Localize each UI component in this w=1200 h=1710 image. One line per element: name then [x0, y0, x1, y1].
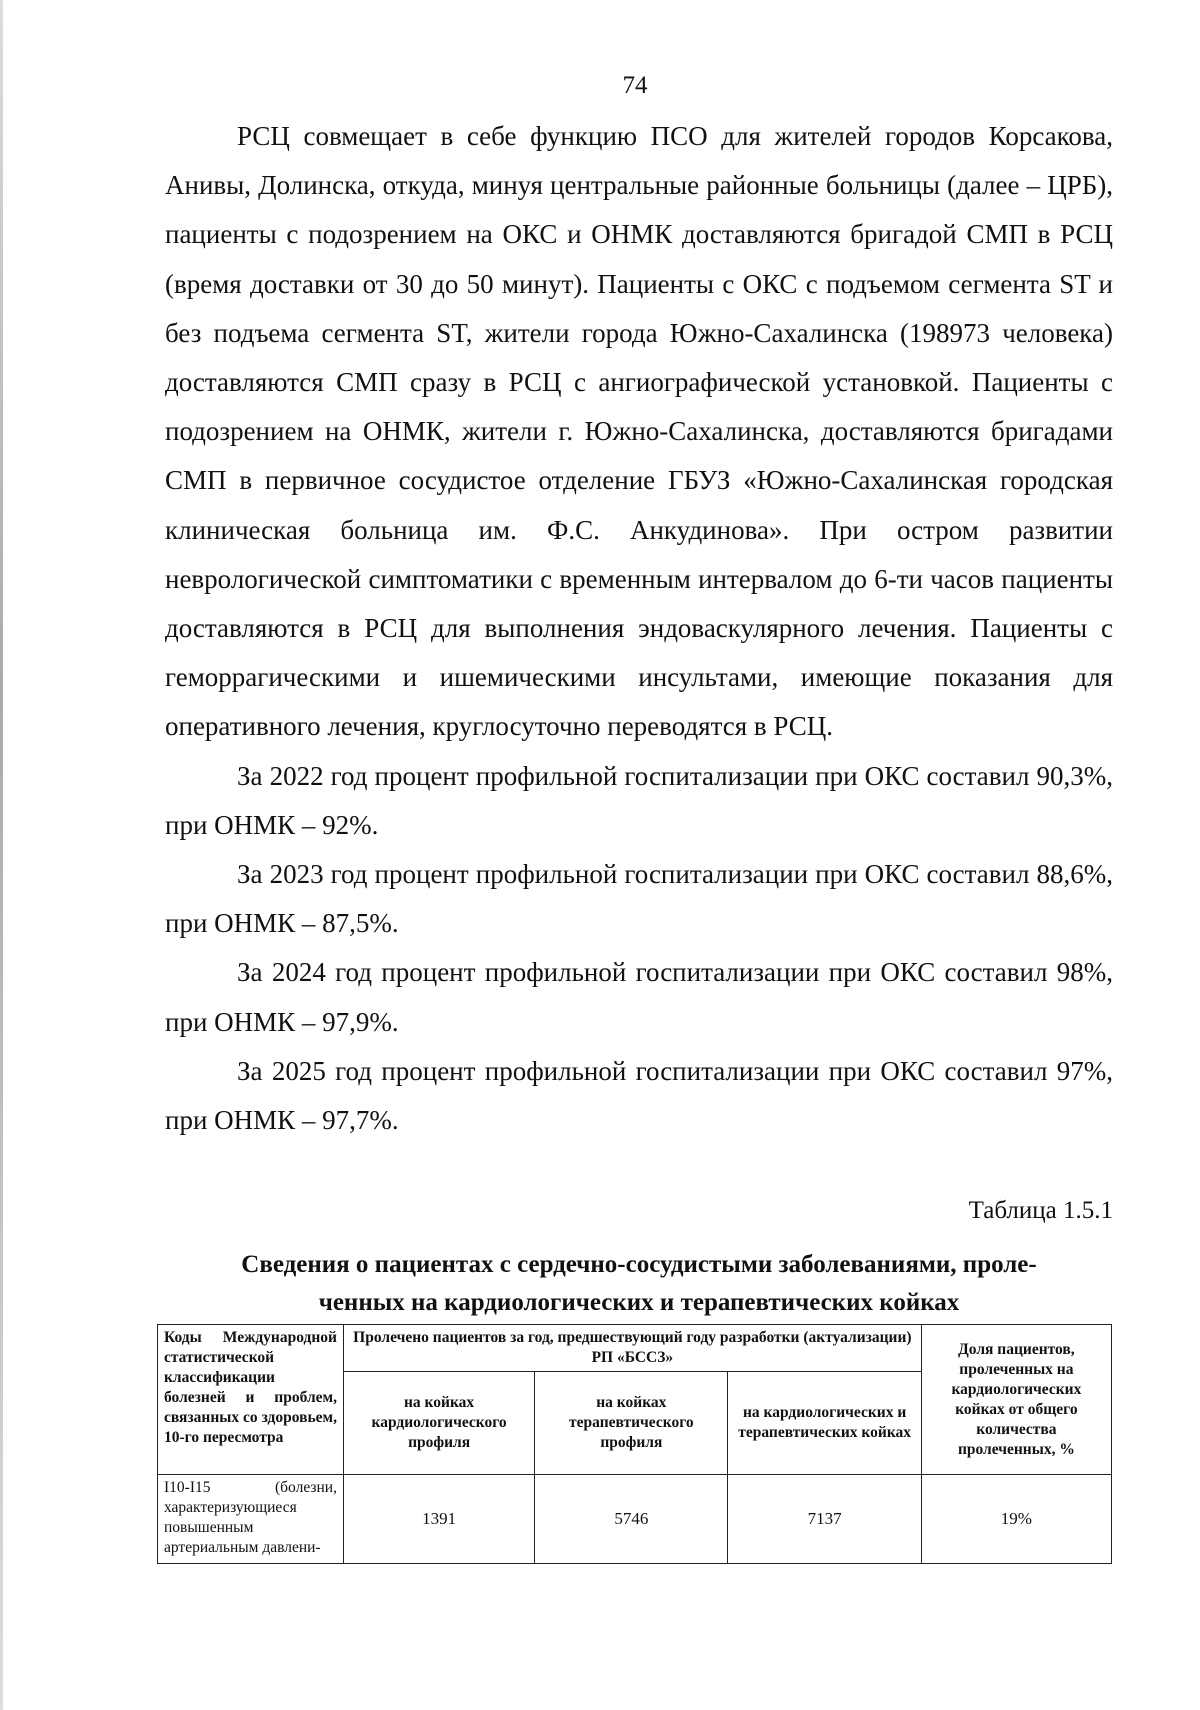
- cell-cardio: 1391: [343, 1475, 534, 1564]
- paragraph: За 2023 год процент профильной госпитализации при ОКС составил 88,6%, при ОНМК – 87,5%.: [165, 859, 1113, 939]
- cell-share: 19%: [921, 1475, 1111, 1564]
- header-treated-group: Пролечено пациентов за год, предшествующий году разработки (актуализации) РП «БССЗ»: [343, 1325, 921, 1372]
- paragraph: За 2025 год процент профильной госпитализации при ОКС составил 97%, при ОНМК – 97,7%.: [165, 1055, 1113, 1136]
- table-header-row: [158, 1325, 1112, 1372]
- table-title-line: ченных на кардиологических и терапевтических койках: [318, 1289, 960, 1316]
- paragraph: За 2022 год процент профильной госпитализации при ОКС составил 90,3%, при ОНМК – 92%.: [165, 760, 1113, 840]
- header-codes: Коды Международной статистической классификации болезней и проблем, связанных со здоровьем, 10-го пересмотра: [158, 1325, 344, 1475]
- body-text: [165, 112, 1113, 1145]
- table-title-line: Сведения о пациентах с сердечно-сосудистыми заболеваниями, проле-: [241, 1251, 1037, 1278]
- table-title: [165, 1246, 1113, 1322]
- table-caption: Таблица 1.5.1: [968, 1197, 1113, 1224]
- header-share: Доля пациентов, пролеченных на кардиологических койках от общего количества пролеченных, %: [921, 1325, 1111, 1475]
- table-row: [158, 1475, 1112, 1564]
- header-both: на кардиологических и терапевтических койках: [728, 1372, 921, 1475]
- header-therapy: на койках терапевтического профиля: [535, 1372, 728, 1475]
- paragraph: РСЦ совмещает в себе функцию ПСО для жителей городов Корсакова, Анивы, Долинска, откуда, минуя центральные районные больницы (далее – ЦРБ), пациенты с подозрением на ОКС и ОНМК доставляются бригадой СМП в РСЦ (время доставки от 30 до 50 минут). Пациенты с ОКС с подъемом сегмента ST и без подъема сегмента ST, жители города Южно-Сахалинска (198973 человека) доставляются СМП сразу в РСЦ с ангиографической установкой. Пациенты с подозрением на ОНМК, жители г. Южно-Сахалинска, доставляются бригадами СМП в первичное сосудистое отделение ГБУЗ «Южно-Сахалинская городская клиническая больница им. Ф.С. Анкудинова». При остром развитии неврологической симптоматики с временным интервалом до 6-ти часов пациенты доставляются в РСЦ для выполнения эндоваскулярного лечения. Пациенты с геморрагическими и ишемическими инсультами, имеющие показания для оперативного лечения, круглосуточно переводятся в РСЦ.: [165, 121, 1113, 742]
- scan-edge: [0, 0, 3, 1710]
- paragraph: За 2024 год процент профильной госпитализации при ОКС составил 98%, при ОНМК – 97,9%.: [165, 957, 1113, 1037]
- cell-codes: I10-I15 (болезни, характеризующиеся повышенным артериальным давлени-: [158, 1475, 344, 1564]
- header-cardio: на койках кардиологического профиля: [343, 1372, 534, 1475]
- cell-both: 7137: [728, 1475, 921, 1564]
- page-number: 74: [622, 72, 648, 99]
- cell-therapy: 5746: [535, 1475, 728, 1564]
- patients-table: [157, 1324, 1112, 1564]
